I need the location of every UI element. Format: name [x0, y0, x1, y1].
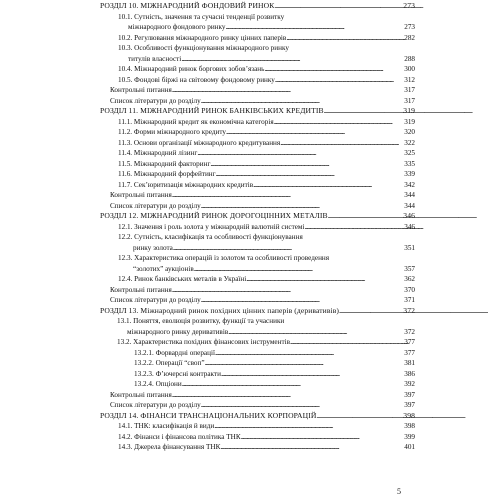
toc-dot-leader: [226, 127, 403, 138]
toc-entry-row: [100, 64, 415, 75]
toc-dot-leader: [201, 400, 403, 411]
toc-dot-leader: [304, 222, 403, 233]
toc-entry-title: 11.2. Форми міжнародного кредиту: [118, 128, 226, 136]
toc-entry-title: 10.1. Сутність, значення та сучасні тенденції розвитку: [118, 12, 285, 21]
toc-page-number: 319: [403, 106, 415, 115]
toc-page-number: 325: [404, 149, 415, 157]
toc-dot-leader: [172, 285, 403, 296]
toc-dot-leader: [221, 369, 403, 380]
toc-entry-row: [100, 96, 415, 107]
toc-entry-row: [100, 400, 415, 411]
toc-entry-row: [100, 232, 415, 243]
toc-page-number: 377: [404, 348, 415, 357]
toc-dot-leader: [324, 106, 403, 117]
toc-page-number: 386: [404, 369, 415, 378]
toc-dot-leader: [172, 390, 403, 401]
toc-entry-row: [100, 274, 415, 285]
toc-entry-row: [100, 54, 415, 65]
toc-chapter-row: [100, 211, 415, 222]
toc-page-number: 300: [404, 65, 415, 73]
toc-dot-leader: [286, 33, 403, 44]
toc-entry-row: [100, 43, 415, 54]
toc-entry-row: [100, 432, 415, 443]
toc-entry-title: 10.4. Міжнародний ринок боргових зобов’язань: [118, 65, 265, 73]
toc-dot-leader: [241, 432, 404, 443]
toc-entry-row: [100, 138, 415, 149]
toc-entry-row: [100, 201, 415, 212]
toc-entry-title: РОЗДІЛ 10. МІЖНАРОДНИЙ ФОНДОВИЙ РИНОК: [100, 1, 275, 10]
toc-page-number: 351: [404, 243, 415, 252]
toc-dot-leader: [274, 117, 404, 128]
toc-dot-leader: [290, 337, 403, 348]
toc-entry-title: 13.2.4. Опціони: [134, 380, 182, 388]
toc-dot-leader: [194, 264, 403, 275]
toc-entry-title: 11.6. Міжнародний форфейтинг: [118, 170, 216, 178]
toc-page-number: 339: [404, 170, 415, 178]
toc-entry-row: [100, 316, 415, 327]
toc-entry-title: 11.3. Основи організації міжнародного кредитування: [118, 138, 281, 147]
toc-page-number: 317: [404, 96, 415, 105]
toc-entry-title: 12.3. Характеристика операцій із золотом та особливості проведення: [118, 254, 330, 262]
toc-entry-row: [100, 421, 415, 432]
page-number: 5: [397, 487, 401, 496]
toc-entry-row: [100, 190, 415, 201]
toc-page-number: 320: [404, 128, 415, 136]
toc-entry-row: [100, 369, 415, 380]
toc-entry-title: 11.1. Міжнародний кредит як економічна категорія: [118, 117, 274, 126]
toc-entry-title: “золотих” аукціонів: [133, 264, 194, 273]
toc-chapter-row: [100, 306, 415, 317]
toc-page-number: 397: [404, 401, 415, 409]
toc-page-number: 381: [404, 359, 415, 367]
toc-entry-title: ринку золота: [133, 243, 173, 252]
toc-entry-title: РОЗДІЛ 12. МІЖНАРОДНИЙ РИНОК ДОРОГОЦІННИХ МЕТАЛІВ: [100, 211, 328, 220]
toc-entry-title: 12.1. Значення і роль золота у міжнародній валютній системі: [118, 222, 305, 231]
toc-page-number: 312: [404, 75, 415, 84]
toc-dot-leader: [264, 64, 403, 75]
toc-chapter-row: [100, 411, 415, 422]
toc-dot-leader: [197, 148, 403, 159]
toc-entry-title: 11.5. Міжнародний факторинг: [118, 159, 211, 168]
toc-page-number: 371: [404, 296, 415, 304]
toc-dot-leader: [275, 75, 403, 86]
toc-entry-title: 12.4. Ринок банківських металів в Україні: [118, 275, 247, 283]
toc-entry-row: [100, 337, 415, 348]
table-of-contents: [100, 1, 415, 453]
toc-dot-leader: [172, 85, 403, 96]
toc-entry-title: Список літератури до розділу: [110, 201, 201, 210]
toc-page-number: 273: [403, 1, 415, 10]
toc-entry-row: [100, 285, 415, 296]
toc-page-number: 282: [404, 33, 415, 42]
toc-entry-title: Контрольні питання: [110, 390, 172, 399]
toc-page-number: 397: [404, 390, 415, 399]
toc-dot-leader: [201, 295, 403, 306]
toc-dot-leader: [274, 1, 402, 12]
toc-dot-leader: [172, 190, 403, 201]
toc-entry-row: [100, 148, 415, 159]
toc-entry-row: [100, 169, 415, 180]
toc-dot-leader: [339, 306, 402, 317]
toc-page-number: 335: [404, 159, 415, 168]
toc-entry-title: 11.4. Міжнародний лізинг: [118, 149, 198, 157]
toc-page-number: 399: [404, 432, 415, 441]
toc-entry-row: [100, 85, 415, 96]
toc-page-number: 288: [404, 54, 415, 63]
toc-entry-row: [100, 295, 415, 306]
toc-entry-title: Список літератури до розділу: [110, 296, 201, 304]
toc-entry-title: 13.2.3. Ф’ючерсні контракти: [134, 369, 221, 378]
toc-dot-leader: [228, 327, 403, 338]
toc-entry-row: [100, 22, 415, 33]
toc-dot-leader: [210, 159, 403, 170]
toc-page-number: 370: [404, 285, 415, 294]
toc-page-number: 398: [404, 422, 415, 430]
toc-dot-leader: [215, 348, 403, 359]
toc-dot-leader: [226, 22, 404, 33]
toc-page-number: 346: [403, 211, 415, 220]
toc-page-number: 319: [404, 117, 415, 126]
toc-dot-leader: [173, 243, 403, 254]
toc-page-number: 273: [404, 23, 415, 31]
toc-page-number: 317: [404, 86, 415, 94]
toc-dot-leader: [253, 180, 403, 191]
toc-entry-title: 14.2. Фінанси і фінансова політика ТНК: [118, 432, 241, 441]
toc-entry-title: Контрольні питання: [110, 285, 172, 294]
toc-dot-leader: [280, 138, 403, 149]
toc-page-number: 357: [404, 264, 415, 273]
toc-entry-title: 14.1. ТНК: класифікація й види: [118, 422, 215, 430]
toc-entry-row: [100, 390, 415, 401]
toc-entry-title: РОЗДІЛ 13. Міжнародний ринок похідних цінних паперів (деривативів): [100, 305, 340, 315]
toc-dot-leader: [214, 421, 403, 432]
toc-entry-row: [100, 327, 415, 338]
toc-entry-title: 14.3. Джерела фінансування ТНК: [118, 443, 221, 451]
toc-entry-title: РОЗДІЛ 14. ФІНАНСИ ТРАНСНАЦІОНАЛЬНИХ КОРПОРАЦІЙ: [100, 410, 317, 420]
toc-entry-row: [100, 243, 415, 254]
toc-entry-title: Список літератури до розділу: [110, 401, 201, 409]
toc-page-number: 398: [403, 410, 415, 420]
toc-dot-leader: [181, 54, 403, 65]
toc-dot-leader: [216, 169, 404, 180]
toc-dot-leader: [201, 201, 403, 212]
toc-entry-row: [100, 264, 415, 275]
toc-dot-leader: [328, 211, 403, 222]
toc-entry-row: [100, 117, 415, 128]
toc-entry-title: міжнародного ринку деривативів: [127, 327, 229, 336]
toc-entry-title: РОЗДІЛ 11. МІЖНАРОДНИЙ РИНОК БАНКІВСЬКИХ КРЕДИТІВ: [100, 106, 324, 115]
toc-chapter-row: [100, 106, 415, 117]
toc-page-number: 377: [404, 338, 415, 346]
toc-dot-leader: [201, 96, 403, 107]
toc-entry-title: титулів власності: [128, 54, 182, 63]
toc-chapter-row: [100, 1, 415, 12]
toc-dot-leader: [246, 274, 403, 285]
toc-page-number: 362: [404, 275, 415, 283]
toc-page-number: 342: [404, 180, 415, 189]
toc-page-number: 372: [403, 305, 415, 315]
toc-entry-row: [100, 33, 415, 44]
toc-entry-title: Список літератури до розділу: [110, 96, 201, 105]
toc-entry-title: Контрольні питання: [110, 191, 172, 199]
toc-page-number: 346: [404, 222, 415, 231]
toc-dot-leader: [316, 411, 402, 422]
toc-entry-row: [100, 379, 415, 390]
toc-entry-title: 13.1. Поняття, еволюція розвитку, функції та учасники: [117, 317, 285, 325]
toc-entry-row: [100, 159, 415, 170]
toc-entry-title: 10.3. Особливості функціонування міжнародного ринку: [118, 44, 289, 52]
toc-entry-title: Контрольні питання: [110, 86, 172, 94]
toc-entry-row: [100, 253, 415, 264]
toc-entry-row: [100, 75, 415, 86]
toc-entry-row: [100, 180, 415, 191]
toc-entry-title: 12.2. Сутність, класифікація та особливості функціонування: [118, 233, 303, 241]
toc-page-number: 344: [404, 191, 415, 199]
toc-entry-title: 13.2.1. Форвардні операції: [134, 348, 215, 357]
toc-entry-row: [100, 348, 415, 359]
toc-page-number: 344: [404, 201, 415, 210]
toc-page-number: 372: [404, 327, 415, 336]
toc-entry-title: 13.2.2. Операції “своп”: [134, 359, 205, 367]
toc-entry-title: 10.5. Фондові біржі на світовому фондовому ринку: [118, 75, 275, 84]
toc-entry-row: [100, 222, 415, 233]
toc-dot-leader: [182, 379, 403, 390]
toc-entry-row: [100, 358, 415, 369]
toc-dot-leader: [220, 442, 403, 453]
toc-page-number: 322: [404, 138, 415, 147]
toc-entry-title: міжнародного фондового ринку: [128, 23, 226, 31]
toc-entry-title: 13.2. Характеристика похідних фінансових інструментів: [117, 338, 290, 346]
toc-page-number: 392: [404, 380, 415, 388]
toc-page-number: 401: [404, 443, 415, 451]
toc-entry-row: [100, 12, 415, 23]
toc-entry-row: [100, 127, 415, 138]
toc-dot-leader: [205, 358, 404, 369]
toc-entry-title: 10.2. Регулювання міжнародного ринку цінних паперів: [118, 33, 287, 42]
toc-entry-title: 11.7. Сек’юритизація міжнародних кредитів: [118, 180, 254, 189]
toc-entry-row: [100, 442, 415, 453]
